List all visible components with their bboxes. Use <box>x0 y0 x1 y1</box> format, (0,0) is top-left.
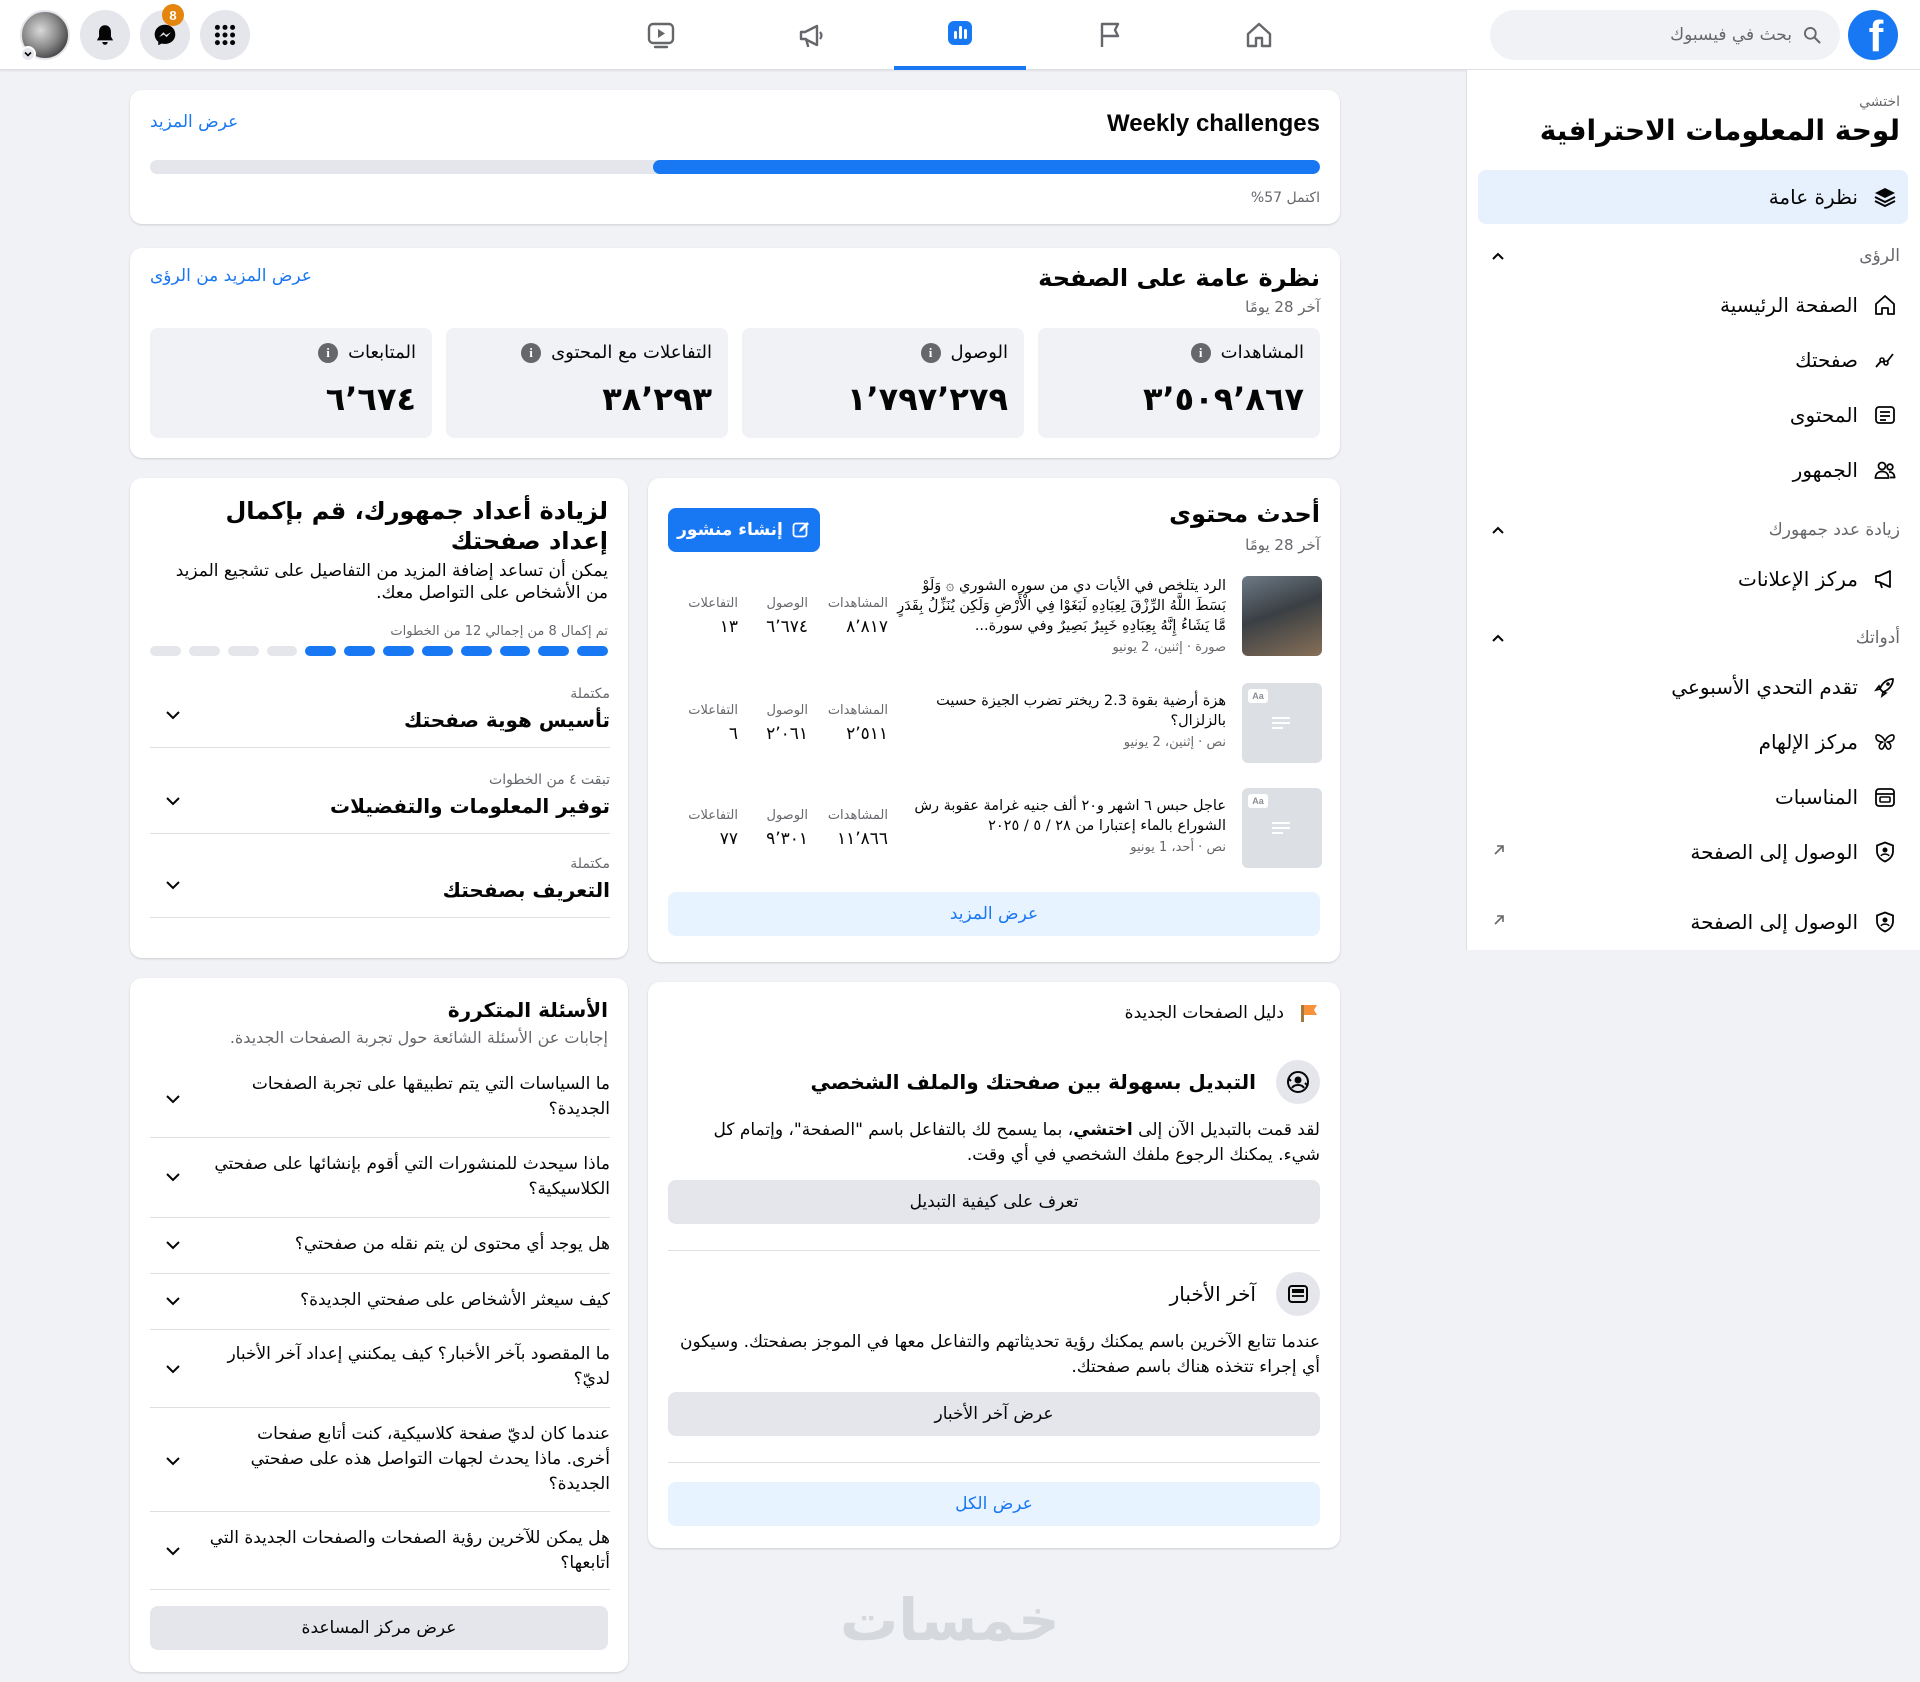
apps-grid-icon <box>212 22 238 48</box>
guide-header <box>1125 1002 1320 1024</box>
chevron-down-icon <box>164 1090 182 1108</box>
sidebar-item-label: مركز الإلهام <box>1758 730 1858 754</box>
weekly-progress-fill <box>653 160 1320 174</box>
sidebar-item-ads-center[interactable] <box>1478 552 1908 606</box>
post-interactions-stat <box>668 808 738 849</box>
faq-question-row[interactable] <box>150 1408 610 1512</box>
info-icon[interactable]: i <box>318 343 338 363</box>
sidebar-item-events[interactable] <box>1478 770 1908 824</box>
stat-label: المشاهدات <box>827 596 888 611</box>
sidebar-section-insights[interactable] <box>1480 238 1900 274</box>
home-icon <box>1243 19 1275 51</box>
section-label: الرؤى <box>1859 246 1900 266</box>
faq-card <box>130 978 628 1672</box>
chevron-down-icon <box>164 1236 182 1254</box>
stat-value: ٨٬٨١٧ <box>846 617 888 637</box>
nav-tab-video[interactable] <box>595 0 727 70</box>
sidebar-page-name: اختشي <box>1859 94 1900 110</box>
divider <box>668 1462 1320 1463</box>
flag-icon <box>1298 1002 1320 1024</box>
metric-value: ٣٨٬٢٩٣ <box>602 380 712 418</box>
weekly-see-more-link[interactable]: عرض المزيد <box>150 112 239 132</box>
sidebar-section-grow[interactable] <box>1480 512 1900 548</box>
sidebar-item-audience[interactable] <box>1478 443 1908 497</box>
weekly-progress-track <box>150 160 1320 174</box>
switch-text-part: لقد قمت بالتبديل الآن إلى <box>1132 1120 1320 1140</box>
recent-see-more-button[interactable]: عرض المزيد <box>668 892 1320 936</box>
news-title: آخر الأخبار <box>1169 1282 1256 1306</box>
post-interactions-stat <box>668 703 738 744</box>
learn-switch-button[interactable]: تعرف على كيفية التبديل <box>668 1180 1320 1224</box>
trend-icon <box>1872 347 1898 373</box>
sidebar-item-inspiration[interactable] <box>1478 715 1908 769</box>
professional-dashboard-sidebar <box>1466 70 1920 950</box>
guide-see-all-button[interactable]: عرض الكل <box>668 1482 1320 1526</box>
external-link-icon <box>1490 841 1508 859</box>
faq-question: هل يوجد أي محتوى لن يتم نقله من صفحتي؟ <box>294 1234 610 1254</box>
page-setup-card <box>130 478 628 958</box>
faq-question-row[interactable] <box>150 1274 610 1330</box>
metric-value: ٣٬٥٠٩٬٨٦٧ <box>1142 380 1304 418</box>
stat-label: الوصول <box>766 703 808 718</box>
info-icon[interactable]: i <box>521 343 541 363</box>
post-meta: نص · أحد، 1 يونيو <box>1130 840 1226 855</box>
recent-post-row[interactable] <box>668 576 1322 660</box>
external-link-icon <box>1490 911 1508 929</box>
top-navigation-bar <box>0 0 1920 70</box>
setup-step-status: مكتملة <box>570 686 610 702</box>
stat-value: ٢٬٥١١ <box>846 724 888 744</box>
shield-person-icon <box>1872 909 1898 935</box>
setup-step-row[interactable] <box>150 848 610 918</box>
sidebar-item-overview[interactable] <box>1478 170 1908 224</box>
chevron-up-icon <box>1488 246 1508 266</box>
setup-steps-progress <box>150 646 608 656</box>
faq-subtitle: إجابات عن الأسئلة الشائعة حول تجربة الصفحات الجديدة. <box>229 1028 608 1047</box>
post-thumbnail <box>1242 683 1322 763</box>
post-meta: نص · إثنين، 2 يونيو <box>1123 735 1226 750</box>
stat-label: الوصول <box>766 808 808 823</box>
faq-question-row[interactable] <box>150 1512 610 1590</box>
flag-icon <box>1094 19 1126 51</box>
post-text-block <box>896 691 1226 753</box>
post-text-block <box>896 796 1226 858</box>
switch-title: التبديل بسهولة بين صفحتك والملف الشخصي <box>810 1070 1256 1094</box>
step-segment-complete <box>500 646 531 656</box>
post-interactions-stat <box>668 596 738 637</box>
chevron-down-icon <box>164 792 182 810</box>
chevron-down-icon <box>164 1360 182 1378</box>
chevron-down-icon <box>164 1452 182 1470</box>
nav-tab-pages[interactable] <box>1044 0 1176 70</box>
page-overview-card <box>130 248 1340 458</box>
stat-value: ٦٬٦٧٤ <box>766 617 808 637</box>
setup-step-row[interactable] <box>150 764 610 834</box>
info-icon[interactable]: i <box>1191 343 1211 363</box>
news-description: عندما تتابع الآخرين باسم يمكنك رؤية تحديثاتهم والتفاعل معها في الموجز بصفحتك. وسيكون أي إجراء تتخذه هناك باسم صفحتك. <box>679 1332 1320 1377</box>
post-views-stat <box>818 703 888 744</box>
sidebar-item-label: الصفحة الرئيسية <box>1720 293 1858 317</box>
section-label: أدواتك <box>1855 628 1900 648</box>
section-label: زيادة عدد جمهورك <box>1768 520 1900 540</box>
stat-value: ٢٬٠٦١ <box>766 724 808 744</box>
stat-value: ٩٬٣٠١ <box>766 829 808 849</box>
faq-question: ما المقصود بآخر الأخبار؟ كيف يمكنني إعداد آخر الأخبار لديّ؟ <box>227 1344 610 1389</box>
divider <box>668 1250 1320 1251</box>
faq-question: هل يمكن للآخرين رؤية الصفحات والصفحات الجديدة التي أتابعها؟ <box>209 1528 610 1573</box>
sidebar-item-weekly-challenge[interactable] <box>1478 660 1908 714</box>
metric-engagement[interactable] <box>446 328 728 438</box>
stat-label: التفاعلات <box>688 596 738 611</box>
step-segment-complete <box>461 646 492 656</box>
faq-question-row[interactable] <box>150 1330 610 1408</box>
metric-label: المشاهدات <box>1220 342 1304 363</box>
account-chevron[interactable] <box>20 46 36 62</box>
sidebar-item-label: تقدم التحدي الأسبوعي <box>1671 675 1858 699</box>
sidebar-item-content[interactable] <box>1478 388 1908 442</box>
faq-question: كيف سيعثر الأشخاص على صفحتي الجديدة؟ <box>300 1290 610 1310</box>
calendar-icon <box>1872 784 1898 810</box>
stat-value: ١١٬٨٦٦ <box>836 829 888 849</box>
faq-question: ماذا سيحدث للمنشورات التي أقوم بإنشائها على صفحتي الكلاسيكية؟ <box>214 1154 610 1199</box>
megaphone-icon <box>795 19 827 51</box>
faq-question: عندما كان لديّ صفحة كلاسيكية، كنت أتابع صفحات أخرى. ماذا يحدث لجهات التواصل هذه على صفحتي الجديدة؟ <box>250 1424 610 1494</box>
step-segment-complete <box>422 646 453 656</box>
sidebar-item-page[interactable] <box>1478 333 1908 387</box>
faq-question-row[interactable] <box>150 1138 610 1218</box>
post-thumbnail <box>1242 576 1322 656</box>
step-segment-incomplete <box>150 646 181 656</box>
people-icon <box>1872 457 1898 483</box>
setup-step-title: توفير المعلومات والتفضيلات <box>330 794 610 818</box>
stat-value: ١٣ <box>719 617 738 637</box>
switch-description <box>668 1118 1320 1168</box>
step-segment-incomplete <box>228 646 259 656</box>
text-lines-icon <box>1270 715 1292 731</box>
text-post-icon: Aa <box>1248 689 1268 703</box>
content-icon <box>1872 402 1898 428</box>
layers-icon <box>1872 184 1898 210</box>
stat-value: ٧٧ <box>719 829 738 849</box>
post-reach-stat <box>738 703 808 744</box>
metric-followers[interactable] <box>150 328 432 438</box>
megaphone-icon <box>1872 566 1898 592</box>
messenger-badge: 8 <box>162 4 184 26</box>
chevron-down-icon <box>23 49 33 59</box>
faq-question: ما السياسات التي يتم تطبيقها على تجربة الصفحات الجديدة؟ <box>251 1074 610 1119</box>
recent-subtitle: آخر 28 يومًا <box>1245 536 1320 554</box>
facebook-logo[interactable]: f <box>1848 10 1898 60</box>
switch-section-header <box>810 1060 1320 1104</box>
recent-content-card <box>648 478 1340 962</box>
recent-post-row[interactable] <box>668 683 1322 767</box>
sidebar-item-label: المناسبات <box>1774 785 1858 809</box>
step-segment-complete <box>305 646 336 656</box>
faq-title: الأسئلة المتكررة <box>447 998 608 1022</box>
page-name-bold: اختشي <box>1073 1120 1133 1140</box>
recent-title: أحدث محتوى <box>1169 500 1320 528</box>
setup-step-row[interactable] <box>150 678 610 748</box>
new-pages-guide-card <box>648 982 1340 1548</box>
text-post-icon: Aa <box>1248 794 1268 808</box>
step-segment-incomplete <box>189 646 220 656</box>
setup-progress-label: تم إكمال 8 من إجمالي 12 من الخطوات <box>390 624 608 639</box>
post-views-stat <box>818 596 888 637</box>
search-icon <box>1802 25 1822 45</box>
sidebar-item-label: مركز الإعلانات <box>1738 567 1858 591</box>
setup-title: لزيادة أعداد جمهورك، قم بإكمال إعداد صفحتك <box>225 497 608 555</box>
apps-menu-button[interactable] <box>200 10 250 60</box>
search-box[interactable] <box>1490 10 1840 60</box>
video-icon <box>645 19 677 51</box>
home-icon <box>1872 292 1898 318</box>
view-news-button[interactable]: عرض آخر الأخبار <box>668 1392 1320 1436</box>
sidebar-item-label: نظرة عامة <box>1768 185 1858 209</box>
text-lines-icon <box>1270 820 1292 836</box>
post-reach-stat <box>738 808 808 849</box>
setup-step-title: التعريف بصفحتك <box>442 878 610 902</box>
weekly-progress-label: اكتمل 57% <box>1250 190 1320 206</box>
overview-title: نظرة عامة على الصفحة <box>1038 264 1320 292</box>
help-center-button[interactable]: عرض مركز المساعدة <box>150 1606 608 1650</box>
chevron-up-icon <box>1488 628 1508 648</box>
step-segment-complete <box>383 646 414 656</box>
news-feed-icon <box>1276 1272 1320 1316</box>
step-segment-complete <box>344 646 375 656</box>
step-segment-complete <box>577 646 608 656</box>
shield-person-icon <box>1872 839 1898 865</box>
rocket-icon <box>1872 674 1898 700</box>
nav-tab-home[interactable] <box>1193 0 1325 70</box>
sidebar-item-label: المحتوى <box>1789 403 1858 427</box>
switch-profile-icon <box>1276 1060 1320 1104</box>
post-views-stat <box>818 808 888 849</box>
chevron-down-icon <box>164 1168 182 1186</box>
faq-question-row[interactable] <box>150 1218 610 1274</box>
setup-step-status: مكتملة <box>570 856 610 872</box>
post-reach-stat <box>738 596 808 637</box>
setup-step-title: تأسيس هوية صفحتك <box>403 708 610 732</box>
sidebar-item-label: الجمهور <box>1792 458 1858 482</box>
notifications-button[interactable] <box>80 10 130 60</box>
create-post-button[interactable] <box>668 508 820 552</box>
sidebar-item-home[interactable] <box>1478 278 1908 332</box>
stat-label: التفاعلات <box>688 808 738 823</box>
chevron-down-icon <box>164 706 182 724</box>
butterfly-icon <box>1872 729 1898 755</box>
step-segment-complete <box>538 646 569 656</box>
more-insights-link[interactable]: عرض المزيد من الرؤى <box>150 266 312 286</box>
sidebar-item-label: الوصول إلى الصفحة <box>1690 910 1858 934</box>
post-thumbnail <box>1242 788 1322 868</box>
edit-icon <box>791 520 811 540</box>
setup-description: يمكن أن تساعد إضافة المزيد من التفاصيل على تشجيع المزيد من الأشخاص على التواصل معك. <box>175 561 608 603</box>
watermark: خمسات <box>840 1586 1060 1654</box>
create-post-label: إنشاء منشور <box>677 520 783 540</box>
stat-label: الوصول <box>766 596 808 611</box>
stat-value: ٦ <box>728 724 738 744</box>
sidebar-item-page-access-1[interactable] <box>1478 825 1908 879</box>
overview-subtitle: آخر 28 يومًا <box>1245 298 1320 316</box>
sidebar-item-label: الوصول إلى الصفحة <box>1690 840 1858 864</box>
metric-label: المتابعات <box>348 342 416 363</box>
nav-tab-insights[interactable] <box>894 0 1026 70</box>
metric-value: ٦٬٦٧٤ <box>325 380 416 418</box>
setup-step-status: تبقت ٤ من الخطوات <box>489 772 610 788</box>
chevron-down-icon <box>164 1292 182 1310</box>
sidebar-section-tools[interactable] <box>1480 620 1900 656</box>
post-text-block <box>896 576 1226 658</box>
metric-views[interactable] <box>1038 328 1320 438</box>
news-section-header <box>1170 1272 1320 1316</box>
faq-question-row[interactable] <box>150 1060 610 1138</box>
info-icon[interactable]: i <box>921 343 941 363</box>
guide-title: دليل الصفحات الجديدة <box>1124 1003 1284 1023</box>
stat-label: التفاعلات <box>688 703 738 718</box>
bell-icon <box>92 22 118 48</box>
post-meta: صورة · إثنين، 2 يونيو <box>1112 640 1226 655</box>
sidebar-item-label: صفحتك <box>1795 348 1858 372</box>
metric-label: التفاعلات مع المحتوى <box>551 342 712 363</box>
metric-reach[interactable] <box>742 328 1024 438</box>
post-text: عاجل حبس ٦ اشهر و٢٠ ألف جنيه غرامة عقوبة رش الشوراع بالماء إعتبارا من ٢٨ / ٥ / ٢٠٢٥ <box>914 798 1226 834</box>
step-segment-incomplete <box>267 646 298 656</box>
metric-value: ١٬٧٩٧٬٢٧٩ <box>846 380 1008 418</box>
nav-tab-ads[interactable] <box>745 0 877 70</box>
switch-text-part: ، بما يسمح لك بالتفاعل باسم "الصفحة"، وإتمام كل شيء. يمكنك الرجوع ملفك الشخصي في أي وقت. <box>713 1120 1320 1165</box>
sidebar-item-page-access-2[interactable] <box>1478 895 1908 949</box>
weekly-title: Weekly challenges <box>1107 110 1320 137</box>
chevron-up-icon <box>1488 520 1508 540</box>
stat-label: المشاهدات <box>827 808 888 823</box>
messenger-button[interactable] <box>140 7 190 60</box>
sidebar-title: لوحة المعلومات الاحترافية <box>1539 114 1900 147</box>
search-input[interactable] <box>1532 25 1792 45</box>
metric-label: الوصول <box>950 342 1008 363</box>
chevron-down-icon <box>164 1542 182 1560</box>
stat-label: المشاهدات <box>827 703 888 718</box>
post-text: الرد يتلخص في الأيات دي من سوره الشوري ۞ وَلَوْ بَسَطَ اللَّهُ الرِّزْقَ لِعِبَادِهِ لَبَغَوْا فِي الْأَرْضِ وَلَكِن يُنَزِّلُ بِقَدَرٍ مَّا يَشَاءُ إِنَّهُ بِعِبَادِهِ خَبِيرٌ بَصِيرٌ وفي سورة... <box>897 578 1226 634</box>
recent-post-row[interactable] <box>668 788 1322 872</box>
post-text: هزة أرضية بقوة 2.3 ريختر تضرب الجيزة حسيت بالزلزال؟ <box>936 693 1226 729</box>
weekly-challenges-card <box>130 90 1340 224</box>
insights-icon <box>944 17 976 49</box>
chevron-down-icon <box>164 876 182 894</box>
